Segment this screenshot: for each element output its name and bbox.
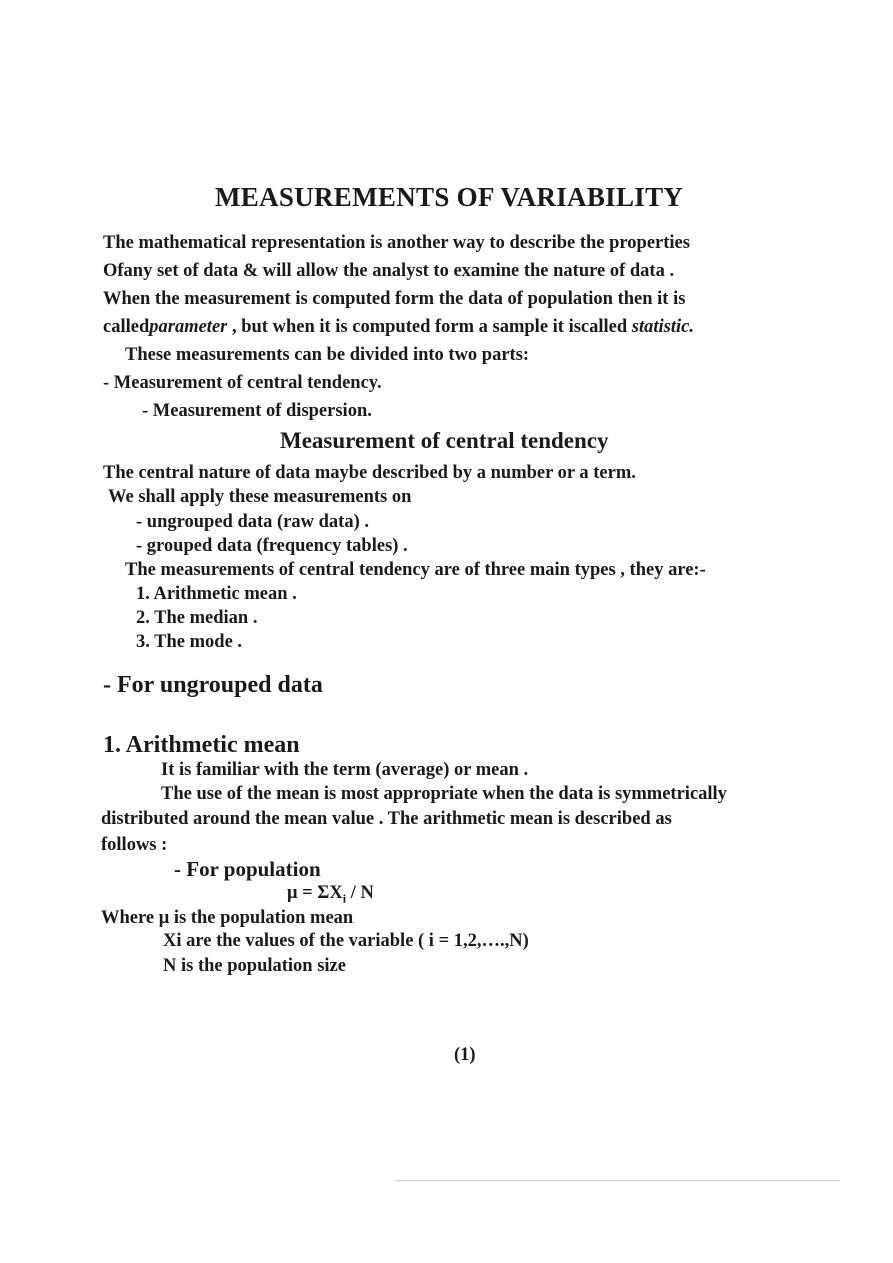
footer-scan-line — [395, 1180, 840, 1181]
arithmetic-mean-heading: 1. Arithmetic mean — [103, 732, 300, 758]
type-item-2: 2. The median . — [136, 608, 258, 628]
intro-line-2: Ofany set of data & will allow the analyst to examine the nature of data . — [103, 261, 675, 281]
term-parameter: parameter — [149, 317, 228, 337]
formula-lhs: μ = ΣX — [287, 883, 343, 903]
formula-subscript: i — [342, 891, 347, 906]
page-number: (1) — [454, 1045, 476, 1065]
central-line-1: The central nature of data maybe described by a number or a term. — [103, 463, 636, 483]
central-line-2: We shall apply these measurements on — [108, 487, 412, 507]
central-tendency-heading: Measurement of central tendency — [280, 428, 609, 453]
mean-line-2: The use of the mean is most appropriate when the data is symmetrically — [161, 784, 727, 804]
where-line-2: Xi are the values of the variable ( i = 1,2,….,N) — [163, 931, 529, 951]
intro-line-4-start: called — [103, 317, 150, 337]
ungrouped-heading: - For ungrouped data — [103, 672, 323, 698]
where-line-3: N is the population size — [163, 956, 346, 976]
data-item-2: - grouped data (frequency tables) . — [136, 536, 408, 556]
where-line-1: Where μ is the population mean — [101, 908, 354, 928]
mean-line-1: It is familiar with the term (average) or mean . — [161, 760, 529, 780]
intro-line-5: These measurements can be divided into two parts: — [125, 345, 530, 365]
intro-line-1: The mathematical representation is another way to describe the properties — [103, 233, 690, 253]
intro-line-3: When the measurement is computed form the data of population then it is — [103, 289, 686, 309]
page-title: MEASUREMENTS OF VARIABILITY — [215, 182, 684, 212]
part-item-2: - Measurement of dispersion. — [142, 401, 372, 421]
population-mean-formula — [287, 884, 374, 905]
intro-line-4-middle: , but when it is computed form a sample it iscalled — [227, 317, 632, 337]
part-item-1: - Measurement of central tendency. — [103, 373, 382, 393]
population-heading: - For population — [174, 857, 321, 881]
term-statistic: statistic. — [631, 317, 694, 337]
types-intro: The measurements of central tendency are of three main types , they are:- — [125, 560, 706, 580]
mean-line-4: follows : — [101, 835, 168, 855]
data-item-1: - ungrouped data (raw data) . — [136, 512, 369, 532]
type-item-3: 3. The mode . — [136, 632, 243, 652]
formula-rhs: / N — [346, 883, 374, 903]
mean-line-3: distributed around the mean value . The arithmetic mean is described as — [101, 809, 672, 829]
intro-line-4 — [103, 318, 694, 337]
type-item-1: 1. Arithmetic mean . — [136, 584, 297, 604]
